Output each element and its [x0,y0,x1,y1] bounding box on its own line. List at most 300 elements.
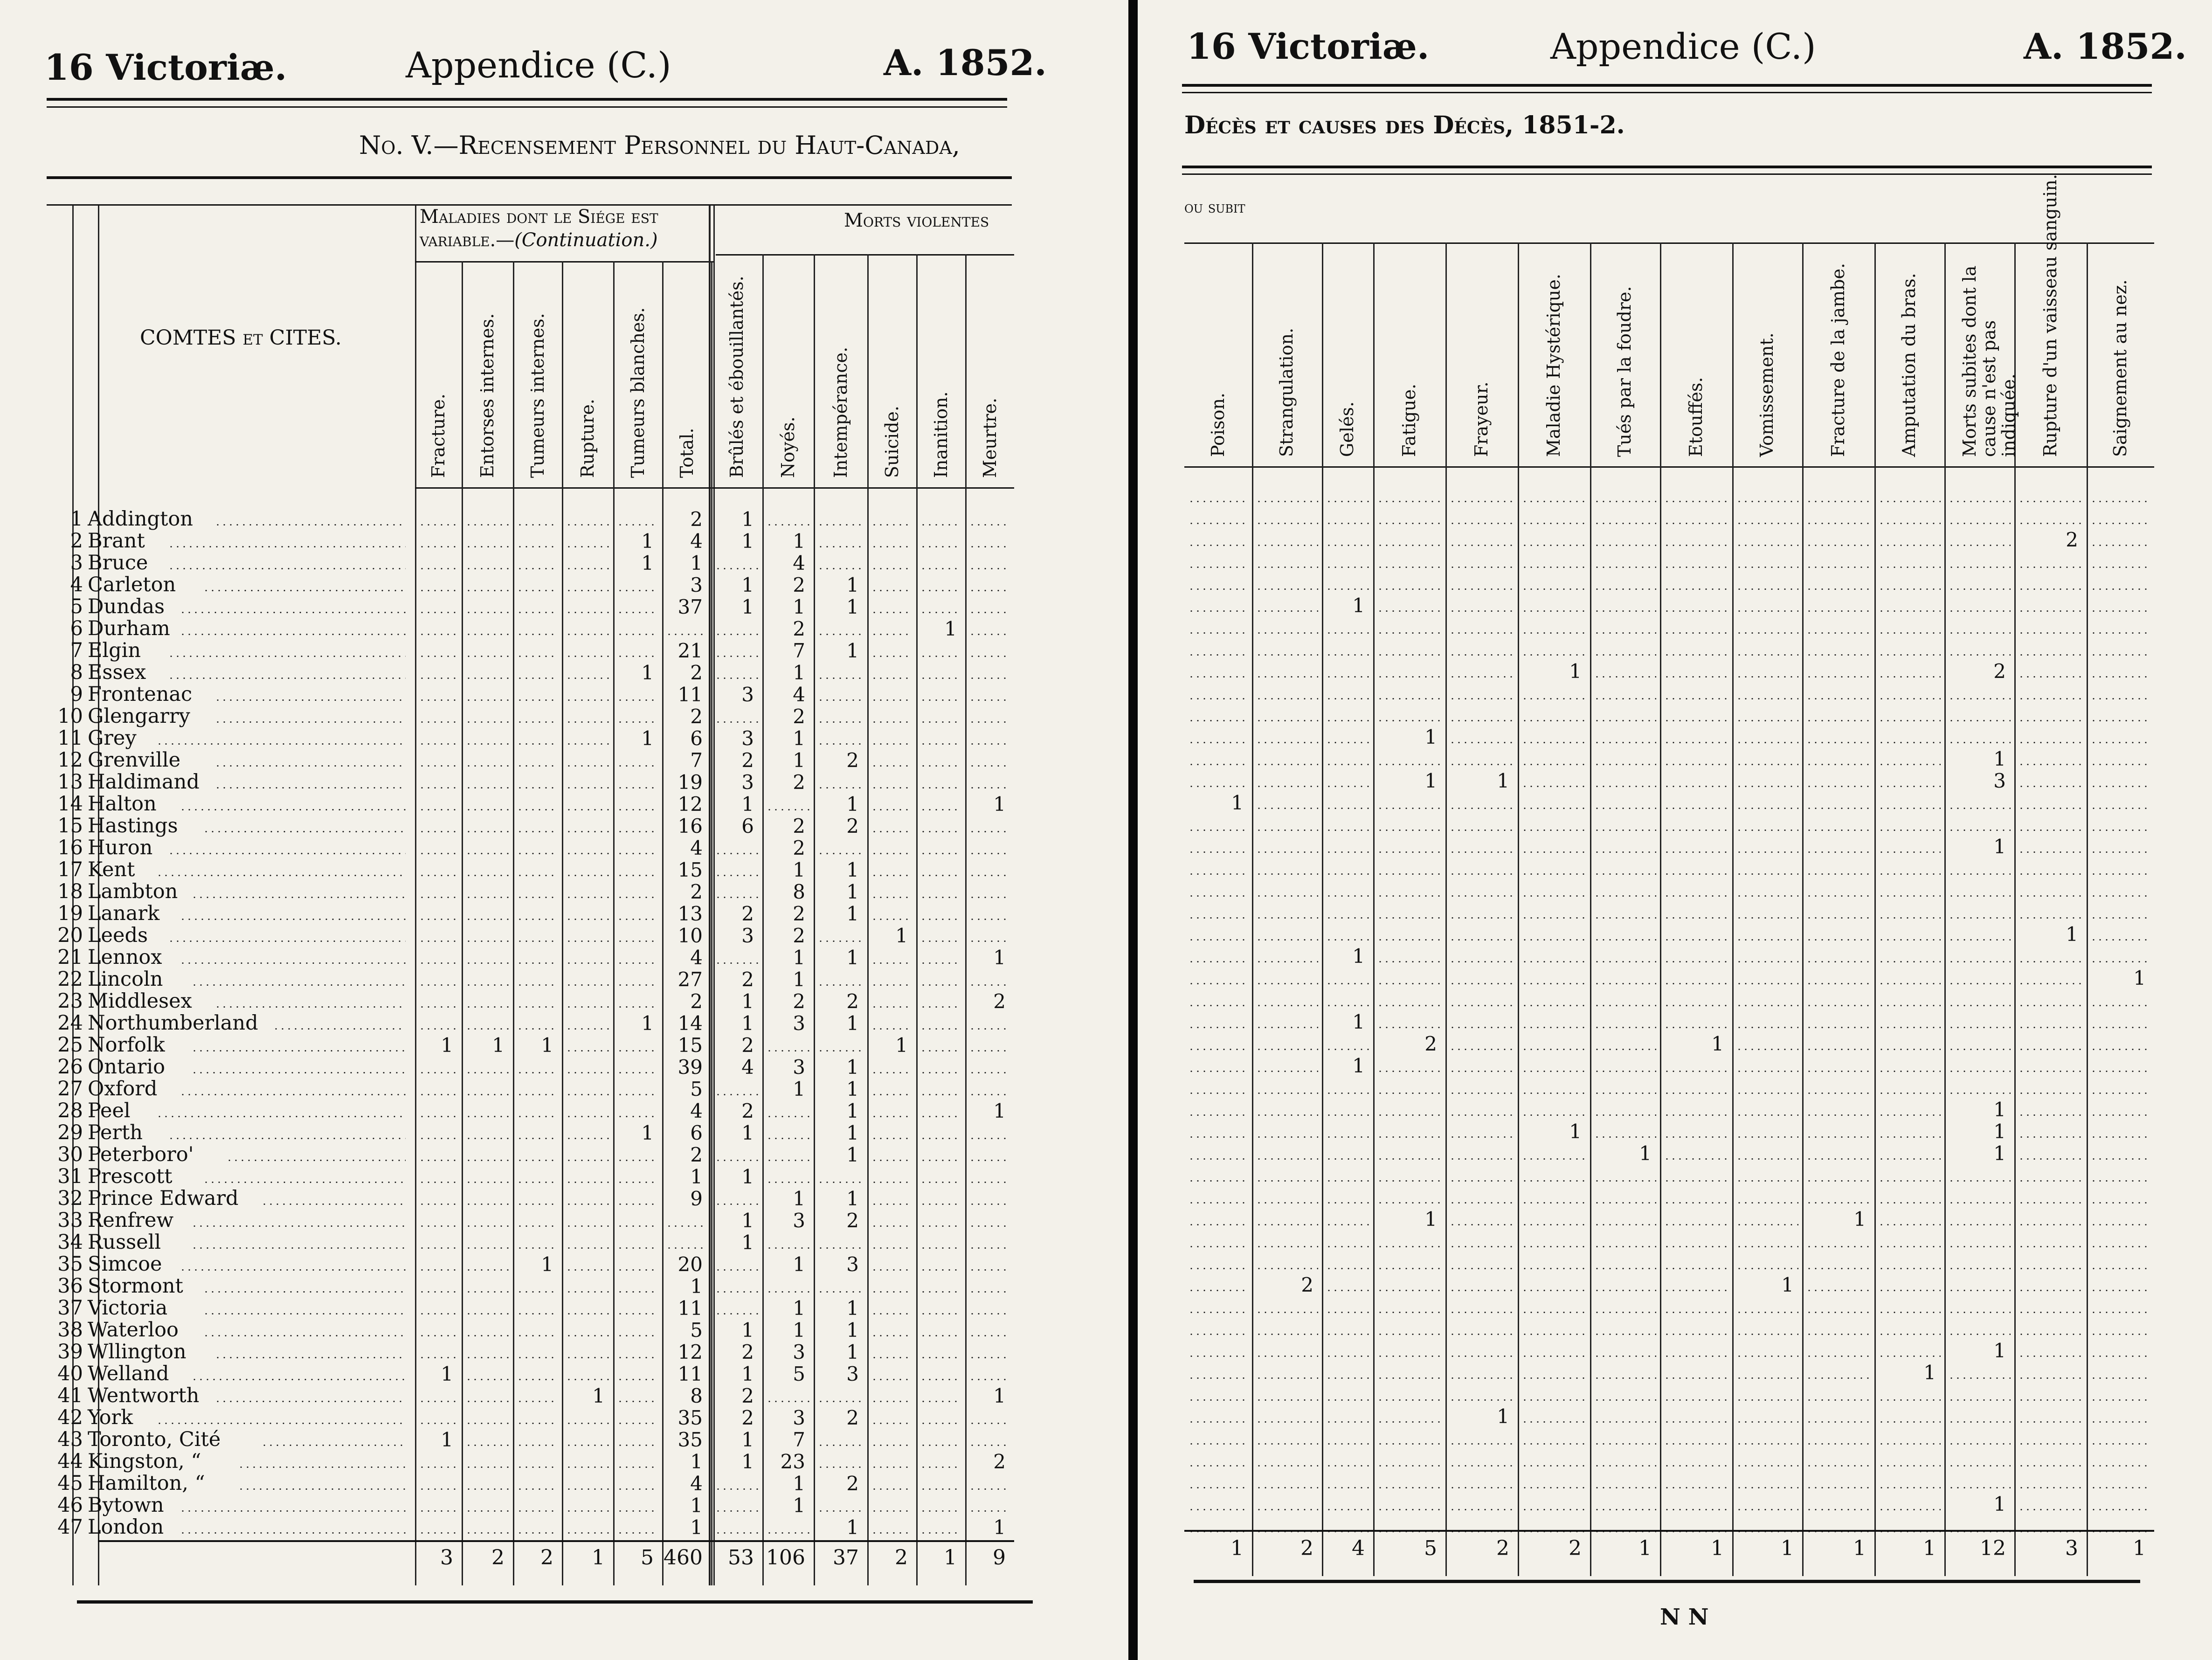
right-column-rule [1373,242,1375,1576]
table-cell: 1 [793,749,805,772]
empty-cell-dots [1736,1399,1798,1401]
empty-cell-dots [1878,567,1941,568]
table-cell: 1 [690,1494,703,1517]
empty-cell-dots [1594,588,1656,590]
empty-cell-dots [871,1182,912,1183]
empty-cell-dots [1948,632,2011,634]
table-cell: 2 [793,617,805,640]
county-leader-dots [214,1401,406,1402]
county-name: Glengarry [88,705,190,728]
empty-cell-dots [1664,588,1728,590]
empty-cell-dots [517,1313,558,1314]
empty-cell-dots [419,743,458,745]
county-row-label [56,1166,173,1188]
county-name: Renfrew [88,1209,174,1232]
empty-cell-dots [419,875,458,876]
empty-cell-dots [1256,1005,1318,1006]
table-cell: 1 [441,1034,453,1057]
empty-cell-dots [1594,545,1656,546]
table-cell: 7 [690,749,703,772]
empty-cell-dots [617,1466,658,1468]
empty-cell-dots [1521,654,1586,656]
empty-cell-dots [1806,1487,1871,1488]
empty-cell-dots [1521,1356,1586,1357]
empty-cell-dots [419,612,458,613]
empty-cell-dots [1256,501,1318,502]
empty-cell-dots [817,1291,864,1293]
left-column-header: Tumeurs blanches. [627,307,648,478]
table-cell: 1 [846,858,859,881]
empty-cell-dots [1449,808,1514,809]
empty-cell-dots [2018,1377,2083,1379]
county-number: 8 [70,661,83,684]
empty-cell-dots [617,765,658,767]
column-total: 2 [1496,1536,1509,1560]
empty-cell-dots [1326,501,1369,502]
empty-cell-dots [1594,1093,1656,1094]
county-row-label [56,749,180,771]
empty-cell-dots [1188,961,1248,962]
table-cell: 1 [1993,1493,2006,1515]
table-cell: 1 [690,552,703,574]
empty-cell-dots [871,765,912,767]
county-row-label [56,793,157,815]
county-row-label [56,1078,157,1100]
empty-cell-dots [871,1247,912,1249]
empty-cell-dots [817,568,864,569]
empty-cell-dots [1594,1246,1656,1247]
empty-cell-dots [1188,1487,1248,1488]
county-number: 18 [57,880,83,903]
table-cell: 1 [846,1100,859,1122]
empty-cell-dots [1256,1443,1318,1445]
empty-cell-dots [1948,939,2011,941]
table-cell: 3 [793,1341,805,1363]
empty-cell-dots [1449,501,1514,502]
empty-cell-dots [1806,1049,1871,1050]
empty-cell-dots [1256,1202,1318,1204]
empty-cell-dots [1256,1158,1318,1160]
empty-cell-dots [617,634,658,635]
empty-cell-dots [1377,939,1442,941]
table-cell: 23 [780,1450,805,1473]
empty-cell-dots [617,875,658,876]
empty-cell-dots [1521,1268,1586,1269]
empty-cell-dots [419,853,458,854]
empty-cell-dots [2090,939,2150,941]
empty-cell-dots [617,984,658,986]
empty-cell-dots [1664,1487,1728,1488]
empty-cell-dots [1326,808,1369,809]
empty-cell-dots [1326,939,1369,941]
empty-cell-dots [1594,501,1656,502]
county-leader-dots [191,1072,406,1073]
column-total: 1 [2133,1536,2146,1560]
county-number: 19 [57,902,83,925]
column-total: 5 [641,1546,654,1570]
empty-cell-dots [517,1138,558,1139]
column-total: 2 [491,1546,505,1570]
empty-cell-dots [617,1488,658,1490]
empty-cell-dots [871,1225,912,1227]
empty-cell-dots [566,612,609,613]
empty-cell-dots [517,875,558,876]
empty-cell-dots [1256,588,1318,590]
empty-cell-dots [1188,1312,1248,1313]
table-cell: 3 [690,574,703,596]
empty-cell-dots [1664,1027,1728,1028]
table-cell: 2 [846,815,859,837]
empty-cell-dots [871,1269,912,1271]
empty-cell-dots [465,765,509,767]
empty-cell-dots [2018,676,2083,678]
empty-cell-dots [1948,1487,2011,1488]
empty-cell-dots [1188,501,1248,502]
table-cell: 1 [1352,945,1365,968]
empty-cell-dots [617,1050,658,1051]
county-name: Bytown [88,1494,164,1517]
county-leader-dots [168,656,406,657]
empty-cell-dots [1188,1377,1248,1379]
empty-cell-dots [1521,1180,1586,1182]
table-cell: 1 [793,968,805,991]
empty-cell-dots [1594,1005,1656,1006]
empty-cell-dots [1188,1443,1248,1445]
empty-cell-dots [920,1510,961,1512]
empty-cell-dots [465,962,509,964]
county-leader-dots [168,941,406,942]
empty-cell-dots [465,1269,509,1271]
county-leader-dots [156,1423,406,1424]
empty-cell-dots [1377,676,1442,678]
empty-cell-dots [920,897,961,898]
empty-cell-dots [1664,1180,1728,1182]
column-total: 53 [728,1546,754,1570]
empty-cell-dots [517,1094,558,1095]
empty-cell-dots [1594,1071,1656,1072]
empty-cell-dots [465,1204,509,1205]
empty-cell-dots [1377,632,1442,634]
table-cell: 3 [846,1363,859,1385]
empty-cell-dots [419,919,458,920]
empty-cell-dots [920,1269,961,1271]
right-column-rule [1445,242,1447,1576]
empty-cell-dots [1256,1268,1318,1269]
empty-cell-dots [1948,1224,2011,1225]
empty-cell-dots [1377,1027,1442,1028]
empty-cell-dots [566,853,609,854]
county-row-label [56,903,159,925]
right-column-header: Strangulation. [1276,327,1297,457]
empty-cell-dots [1188,851,1248,853]
empty-cell-dots [1664,1443,1728,1445]
empty-cell-dots [1736,588,1798,590]
empty-cell-dots [871,1313,912,1314]
empty-cell-dots [920,656,961,657]
left-totals-rule [98,1540,1014,1542]
empty-cell-dots [1878,1334,1941,1335]
empty-cell-dots [1806,1312,1871,1313]
empty-cell-dots [1326,654,1369,656]
table-cell: 1 [793,1494,805,1517]
empty-cell-dots [1736,610,1798,612]
right-column-header: Etouffés. [1685,377,1706,457]
empty-cell-dots [1948,1465,2011,1466]
empty-cell-dots [566,962,609,964]
empty-cell-dots [817,1182,864,1183]
empty-cell-dots [1594,1180,1656,1182]
empty-cell-dots [817,699,864,701]
empty-cell-dots [1326,523,1369,524]
empty-cell-dots [1449,1356,1514,1357]
empty-cell-dots [1594,895,1656,897]
county-number: 15 [57,814,83,837]
empty-cell-dots [1521,1071,1586,1072]
table-cell: 19 [677,771,703,794]
empty-cell-dots [566,1160,609,1161]
empty-cell-dots [1594,830,1656,831]
empty-cell-dots [2018,873,2083,875]
empty-cell-dots [817,634,864,635]
empty-cell-dots [465,612,509,613]
empty-cell-dots [969,1313,1010,1314]
empty-cell-dots [1664,1202,1728,1204]
county-leader-dots [214,787,406,788]
county-name: Wllington [88,1340,187,1363]
empty-cell-dots [715,1510,759,1512]
empty-cell-dots [1664,610,1728,612]
column-total: 4 [1352,1536,1365,1560]
empty-cell-dots [1664,1509,1728,1510]
empty-cell-dots [1736,830,1798,831]
empty-cell-dots [1521,1005,1586,1006]
county-name: Perth [88,1121,143,1144]
table-cell: 2 [793,815,805,837]
county-name: Carleton [88,573,176,596]
empty-cell-dots [871,1445,912,1446]
empty-cell-dots [1521,786,1586,787]
county-number: 38 [57,1318,83,1342]
empty-cell-dots [2090,1487,2150,1488]
empty-cell-dots [465,1401,509,1402]
empty-cell-dots [2018,1027,2083,1028]
empty-cell-dots [1377,1268,1442,1269]
table-cell: 2 [1993,660,2006,683]
empty-cell-dots [1326,1093,1369,1094]
empty-cell-dots [1521,545,1586,546]
empty-cell-dots [1449,1290,1514,1291]
empty-cell-dots [871,1510,912,1512]
empty-cell-dots [617,1510,658,1512]
empty-cell-dots [871,1072,912,1073]
right-column-header: Fracture de la jambe. [1827,263,1848,457]
empty-cell-dots [969,1488,1010,1490]
left-group-morts-rule [716,254,1014,256]
empty-cell-dots [766,1401,810,1402]
empty-cell-dots [666,1225,707,1227]
empty-cell-dots [871,1094,912,1095]
empty-cell-dots [969,590,1010,591]
empty-cell-dots [920,1357,961,1358]
empty-cell-dots [419,1138,458,1139]
county-leader-dots [214,765,406,767]
empty-cell-dots [871,1138,912,1139]
empty-cell-dots [419,1313,458,1314]
empty-cell-dots [1377,610,1442,612]
left-header-rule-thin [47,106,1007,108]
empty-cell-dots [1594,1290,1656,1291]
empty-cell-dots [715,1160,759,1161]
table-cell: 2 [793,902,805,925]
county-leader-dots [203,1313,406,1314]
empty-cell-dots [1736,1180,1798,1182]
empty-cell-dots [1188,786,1248,787]
empty-cell-dots [419,678,458,679]
empty-cell-dots [2018,1334,2083,1335]
county-name: Kent [88,858,135,881]
empty-cell-dots [920,1379,961,1380]
empty-cell-dots [1948,873,2011,875]
table-cell: 3 [793,1056,805,1079]
empty-cell-dots [1594,654,1656,656]
empty-cell-dots [517,1225,558,1227]
table-cell: 1 [793,1187,805,1210]
empty-cell-dots [465,1247,509,1249]
empty-cell-dots [1188,1399,1248,1401]
empty-cell-dots [1878,961,1941,962]
empty-cell-dots [566,743,609,745]
county-number: 12 [57,748,83,772]
empty-cell-dots [617,1094,658,1095]
county-name: Lincoln [88,968,163,991]
empty-cell-dots [617,1335,658,1336]
empty-cell-dots [566,1138,609,1139]
empty-cell-dots [1664,742,1728,743]
empty-cell-dots [920,1204,961,1205]
left-table-title: No. V.—Recensement Personnel du Haut-Canada, [359,131,960,160]
empty-cell-dots [419,1291,458,1293]
empty-cell-dots [1521,1093,1586,1094]
county-row-label [56,727,137,749]
empty-cell-dots [871,1116,912,1117]
column-total: 2 [540,1546,553,1570]
column-total: 3 [440,1546,453,1570]
empty-cell-dots [969,984,1010,986]
empty-cell-dots [1806,1114,1871,1116]
empty-cell-dots [969,656,1010,657]
empty-cell-dots [1256,983,1318,984]
empty-cell-dots [1326,1334,1369,1335]
county-number: 36 [57,1274,83,1298]
empty-cell-dots [1878,1005,1941,1006]
empty-cell-dots [617,656,658,657]
empty-cell-dots [2090,873,2150,875]
empty-cell-dots [517,1160,558,1161]
empty-cell-dots [2090,1334,2150,1335]
table-cell: 1 [1993,747,2006,770]
empty-cell-dots [517,1335,558,1336]
empty-cell-dots [1594,961,1656,962]
table-cell: 1 [541,1253,553,1276]
empty-cell-dots [1594,523,1656,524]
empty-cell-dots [1449,764,1514,765]
left-title-rule [47,176,1012,179]
table-cell: 1 [793,1253,805,1276]
left-group-maladies-italic: (Continuation.) [514,229,658,251]
empty-cell-dots [1377,1202,1442,1204]
table-cell: 11 [677,1297,703,1320]
column-total: 1 [944,1546,957,1570]
empty-cell-dots [1664,501,1728,502]
column-total: 460 [664,1546,703,1570]
table-cell: 1 [846,880,859,903]
empty-cell-dots [1256,917,1318,919]
empty-cell-dots [2018,588,2083,590]
empty-cell-dots [1878,1290,1941,1291]
empty-cell-dots [2018,1202,2083,1204]
empty-cell-dots [1521,895,1586,897]
county-name: Haldimand [88,770,200,794]
right-column-header: Poison. [1207,393,1228,457]
empty-cell-dots [1948,742,2011,743]
empty-cell-dots [2090,786,2150,787]
table-cell: 11 [677,1363,703,1385]
empty-cell-dots [920,1335,961,1336]
empty-cell-dots [1806,961,1871,962]
empty-cell-dots [1878,895,1941,897]
empty-cell-dots [517,1423,558,1424]
county-name: Middlesex [88,989,192,1013]
empty-cell-dots [817,678,864,679]
empty-cell-dots [1806,1093,1871,1094]
empty-cell-dots [465,1335,509,1336]
left-column-header: Fracture. [428,394,449,478]
empty-cell-dots [969,1269,1010,1271]
empty-cell-dots [1326,873,1369,875]
table-cell: 1 [846,1341,859,1363]
empty-cell-dots [1256,873,1318,875]
empty-cell-dots [2018,1180,2083,1182]
empty-cell-dots [1256,851,1318,853]
empty-cell-dots [419,831,458,832]
empty-cell-dots [2090,1443,2150,1445]
empty-cell-dots [1188,1071,1248,1072]
table-cell: 12 [677,793,703,816]
table-cell: 1 [846,1143,859,1166]
right-column-header: Fatigue. [1398,383,1419,457]
empty-cell-dots [1736,1224,1798,1225]
empty-cell-dots [1594,1049,1656,1050]
right-column-header: Saignement au nez. [2109,279,2130,457]
empty-cell-dots [1521,1158,1586,1160]
empty-cell-dots [517,1401,558,1402]
empty-cell-dots [1736,895,1798,897]
empty-cell-dots [419,1357,458,1358]
empty-cell-dots [1326,742,1369,743]
empty-cell-dots [1736,1312,1798,1313]
table-cell: 1 [741,1428,754,1451]
table-cell: 37 [677,595,703,618]
empty-cell-dots [2018,1465,2083,1466]
empty-cell-dots [871,853,912,854]
county-number: 31 [57,1165,83,1188]
empty-cell-dots [920,1050,961,1051]
empty-cell-dots [1664,1268,1728,1269]
empty-cell-dots [1256,632,1318,634]
empty-cell-dots [969,787,1010,788]
empty-cell-dots [2018,610,2083,612]
empty-cell-dots [1188,1246,1248,1247]
